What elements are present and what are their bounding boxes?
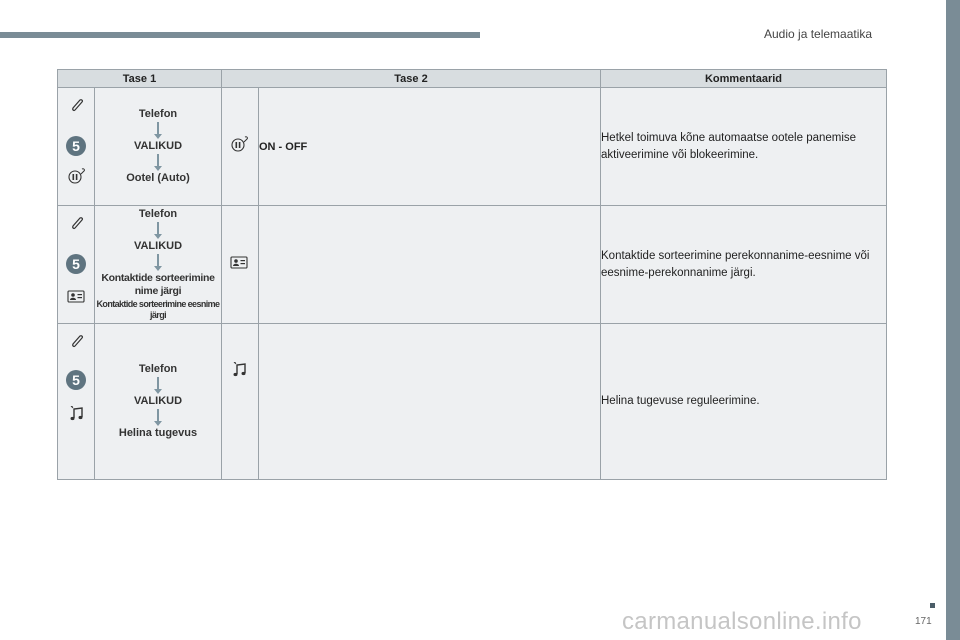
comment-text: Hetkel toimuva kõne automaatse ootele panemise aktiveerimine või blokeerimine. (601, 88, 887, 206)
contact-card-icon (230, 254, 250, 270)
arrow-down-icon (154, 408, 162, 427)
path-step-sort: Kontaktide sorteerimine nime järgi (101, 272, 215, 297)
path-step-phone: Telefon (138, 208, 178, 220)
arrow-down-icon (154, 121, 162, 140)
arrow-down-icon (154, 221, 162, 240)
comment-text: Kontaktide sorteerimine perekonnanime-eesnime või eesnime-perekonnanime järgi. (601, 206, 887, 324)
step-badge: 5 (66, 136, 86, 156)
header-bar (0, 32, 480, 38)
watermark: carmanualsonline.info (622, 608, 862, 635)
path-step-options: VALIKUD (133, 240, 183, 252)
level1-icons (58, 324, 95, 480)
music-note-icon (230, 362, 250, 378)
level2-icon-cell (222, 88, 259, 206)
arrow-down-icon (154, 153, 162, 172)
path-step-phone: Telefon (138, 108, 178, 120)
level1-icons (58, 88, 95, 206)
path-step-phone: Telefon (138, 363, 178, 375)
page-edge-strip (946, 0, 960, 640)
path-step-options: VALIKUD (133, 395, 183, 407)
level2-icon-cell (222, 206, 259, 324)
header-level-1: Tase 1 (58, 70, 222, 88)
hold-call-icon (67, 168, 87, 184)
level2-value (259, 206, 601, 324)
phone-icon (70, 216, 84, 232)
step-badge: 5 (66, 254, 86, 274)
path-step-options: VALIKUD (133, 140, 183, 152)
level2-value: ON - OFF (259, 88, 601, 206)
arrow-down-icon (154, 253, 162, 272)
level2-icon-cell (222, 324, 259, 480)
path-step-hold: Ootel (Auto) (126, 172, 190, 184)
phone-icon (70, 334, 84, 350)
level2-value (259, 324, 601, 480)
header-comments: Kommentaarid (601, 70, 887, 88)
hold-call-icon (230, 136, 250, 152)
path-step-sort-sub: Kontaktide sorteerimine eesnime järgi (96, 299, 220, 320)
comment-text: Helina tugevuse reguleerimine. (601, 324, 887, 480)
menu-table (57, 69, 887, 480)
level1-path (95, 206, 222, 324)
table-row (58, 324, 887, 480)
level1-path (95, 88, 222, 206)
page-number: 171 (915, 616, 932, 627)
phone-icon (70, 98, 84, 114)
step-badge: 5 (66, 370, 86, 390)
header-level-2: Tase 2 (222, 70, 601, 88)
contact-card-icon (67, 288, 87, 304)
table-row (58, 206, 887, 324)
page-marker-icon (930, 603, 935, 608)
table-row (58, 88, 887, 206)
table-header-row (58, 70, 887, 88)
level1-path (95, 324, 222, 480)
arrow-down-icon (154, 376, 162, 395)
music-note-icon (67, 406, 87, 422)
path-step-ringtone-volume: Helina tugevus (118, 427, 198, 439)
section-title: Audio ja telemaatika (764, 27, 873, 41)
level1-icons (58, 206, 95, 324)
